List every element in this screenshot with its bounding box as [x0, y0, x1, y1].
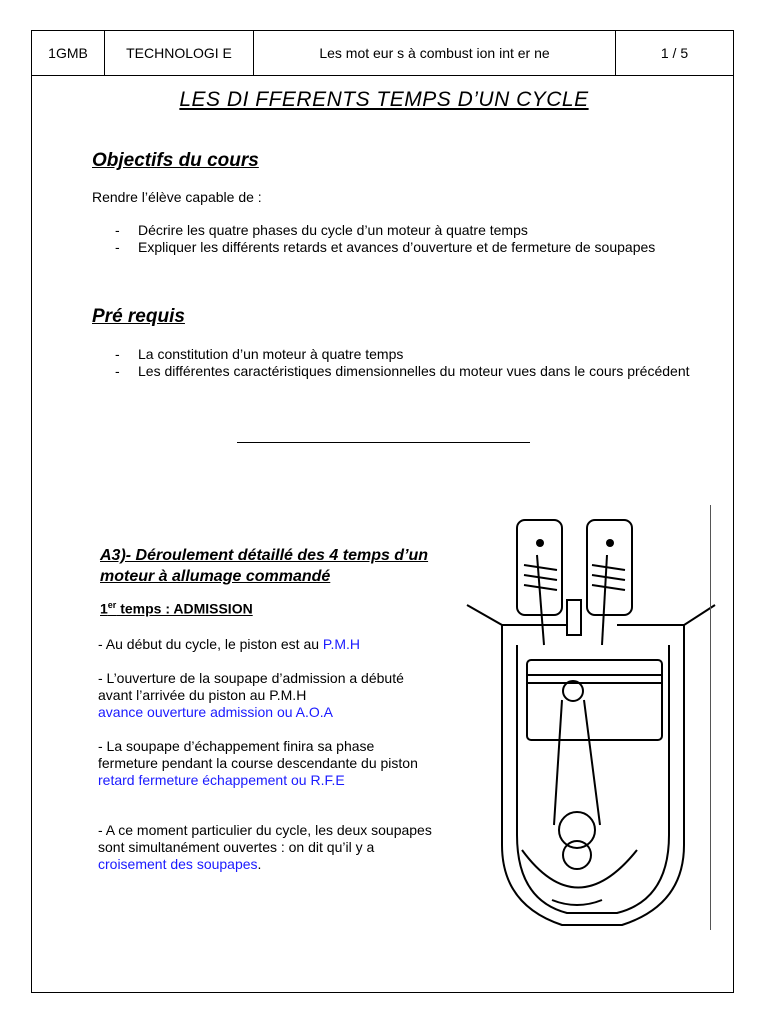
header-subject: TECHNOLOGI E [105, 31, 254, 75]
objective-item: - Expliquer les différents retards et avances d’ouverture et de fermeture de soupapes [113, 239, 693, 256]
page-title: LES DI FFERENTS TEMPS D’UN CYCLE [179, 88, 589, 111]
engine-cross-section-icon [462, 505, 720, 930]
objectives-intro: Rendre l’élève capable de : [92, 189, 262, 205]
objective-item: - Décrire les quatre phases du cycle d’un moteur à quatre temps [113, 222, 693, 239]
prereq-item: - La constitution d’un moteur à quatre temps [113, 346, 693, 363]
paragraph-croisement: - A ce moment particulier du cycle, les deux soupapes sont simultanément ouvertes : on dit qu’il y a croisement des soupapes. [98, 822, 432, 872]
paragraph-aoa: - L’ouverture de la soupape d’admission a débuté avant l’arrivée du piston au P.M.H avance ouverture admission ou A.O.A [98, 670, 404, 720]
stroke-title: 1er temps : ADMISSION [100, 600, 253, 617]
section-heading: A3)- Déroulement détaillé des 4 temps d’un moteur à allumage commandé [100, 547, 429, 585]
paragraph-rfe: - La soupape d’échappement finira sa phase fermeture pendant la course descendante du piston retard fermeture échappement ou R.F.E [98, 738, 418, 788]
prereq-heading: Pré requis [92, 306, 185, 327]
header-topic: Les mot eur s à combust ion int er ne [254, 31, 616, 75]
header-page-number: 1 / 5 [660, 45, 689, 61]
objectives-list [113, 222, 693, 256]
header-class: 1GMB [32, 31, 105, 75]
prereq-item: - Les différentes caractéristiques dimensionnelles du moteur vues dans le cours précédent [113, 363, 693, 380]
objectives-heading: Objectifs du cours [92, 150, 259, 171]
separator-line [237, 442, 530, 443]
prereq-list [113, 346, 693, 380]
header-table [31, 30, 734, 76]
paragraph-pmh: - Au début du cycle, le piston est au P.M.H [98, 636, 361, 652]
divider-line [710, 505, 711, 930]
